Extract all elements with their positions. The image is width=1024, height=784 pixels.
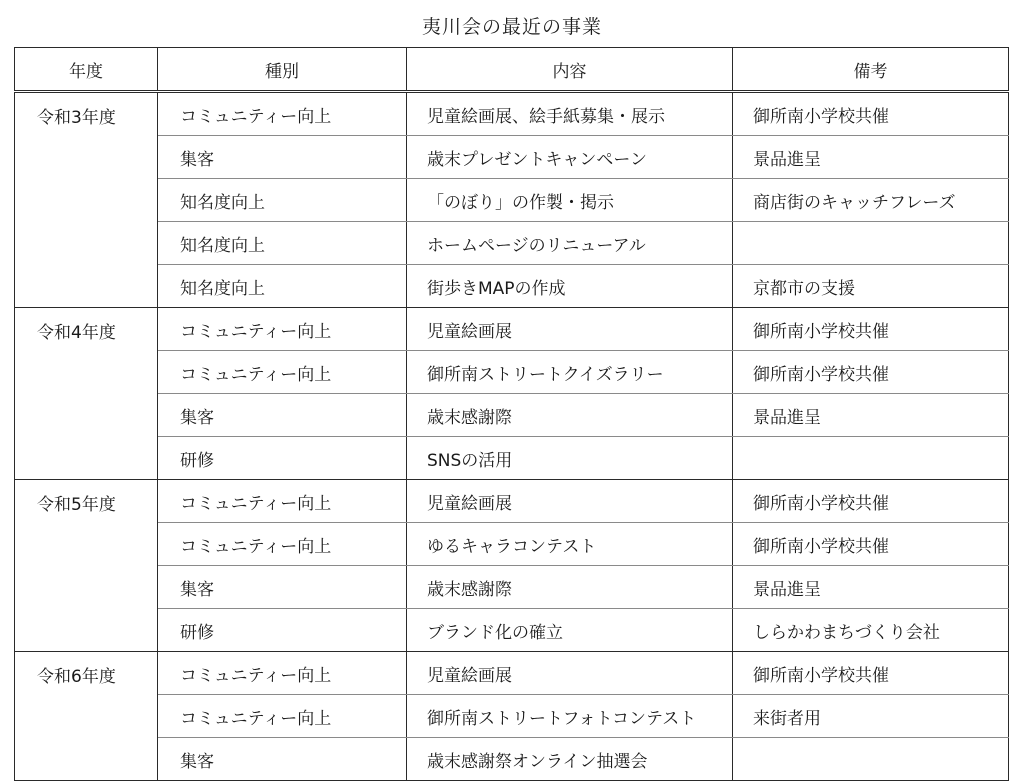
- document-title: 夷川会の最近の事業: [421, 16, 602, 38]
- content-cell: 児童絵画展: [407, 480, 733, 523]
- content-cell: ブランド化の確立: [407, 609, 733, 652]
- note-cell: 商店街のキャッチフレーズ: [733, 179, 1009, 222]
- note-cell: 御所南小学校共催: [733, 480, 1009, 523]
- content-cell: 児童絵画展、絵手紙募集・展示: [407, 92, 733, 136]
- kind-cell: 集客: [158, 566, 407, 609]
- note-cell: 京都市の支援: [733, 265, 1009, 308]
- kind-cell: コミュニティー向上: [158, 92, 407, 136]
- note-cell: しらかわまちづくり会社: [733, 609, 1009, 652]
- kind-cell: 研修: [158, 437, 407, 480]
- content-cell: 「のぼり」の作製・掲示: [407, 179, 733, 222]
- note-cell: 御所南小学校共催: [733, 308, 1009, 351]
- content-cell: 歳末感謝際: [407, 566, 733, 609]
- table-row: [15, 609, 1009, 652]
- kind-cell: 知名度向上: [158, 265, 407, 308]
- table-row: [15, 308, 1009, 351]
- note-cell: 景品進呈: [733, 566, 1009, 609]
- note-cell: 景品進呈: [733, 394, 1009, 437]
- note-cell: 御所南小学校共催: [733, 523, 1009, 566]
- table-row: [15, 222, 1009, 265]
- table-row: [15, 265, 1009, 308]
- content-cell: 歳末感謝際: [407, 394, 733, 437]
- content-cell: ホームページのリニューアル: [407, 222, 733, 265]
- note-cell: 御所南小学校共催: [733, 351, 1009, 394]
- content-cell: 街歩きMAPの作成: [407, 265, 733, 308]
- table-row: [15, 394, 1009, 437]
- content-cell: 歳末プレゼントキャンペーン: [407, 136, 733, 179]
- content-cell: 御所南ストリートクイズラリー: [407, 351, 733, 394]
- note-cell: 御所南小学校共催: [733, 652, 1009, 695]
- kind-cell: 知名度向上: [158, 222, 407, 265]
- table-row: [15, 480, 1009, 523]
- note-cell: 御所南小学校共催: [733, 92, 1009, 136]
- content-cell: SNSの活用: [407, 437, 733, 480]
- year-cell: 令和5年度: [15, 480, 158, 652]
- kind-cell: コミュニティー向上: [158, 308, 407, 351]
- table-row: [15, 652, 1009, 695]
- table-row: [15, 136, 1009, 179]
- note-cell: [733, 222, 1009, 265]
- header-content: 内容: [407, 48, 733, 92]
- note-cell: [733, 437, 1009, 480]
- kind-cell: コミュニティー向上: [158, 652, 407, 695]
- header-note: 備考: [733, 48, 1009, 92]
- note-cell: 景品進呈: [733, 136, 1009, 179]
- table-row: [15, 738, 1009, 781]
- table-row: [15, 92, 1009, 136]
- content-cell: ゆるキャラコンテスト: [407, 523, 733, 566]
- kind-cell: 集客: [158, 394, 407, 437]
- kind-cell: コミュニティー向上: [158, 523, 407, 566]
- kind-cell: 集客: [158, 136, 407, 179]
- kind-cell: 集客: [158, 738, 407, 781]
- table-body: [15, 92, 1009, 781]
- content-cell: 歳末感謝祭オンライン抽選会: [407, 738, 733, 781]
- content-cell: 御所南ストリートフォトコンテスト: [407, 695, 733, 738]
- table-row: [15, 437, 1009, 480]
- year-cell: 令和3年度: [15, 92, 158, 308]
- table-row: [15, 566, 1009, 609]
- kind-cell: コミュニティー向上: [158, 480, 407, 523]
- header-row: [15, 48, 1009, 92]
- table-row: [15, 695, 1009, 738]
- kind-cell: コミュニティー向上: [158, 351, 407, 394]
- table-row: [15, 179, 1009, 222]
- note-cell: [733, 738, 1009, 781]
- table-row: [15, 351, 1009, 394]
- content-cell: 児童絵画展: [407, 652, 733, 695]
- kind-cell: 研修: [158, 609, 407, 652]
- events-table: [14, 47, 1009, 781]
- note-cell: 来街者用: [733, 695, 1009, 738]
- year-cell: 令和6年度: [15, 652, 158, 781]
- table-row: [15, 523, 1009, 566]
- content-cell: 児童絵画展: [407, 308, 733, 351]
- year-cell: 令和4年度: [15, 308, 158, 480]
- kind-cell: 知名度向上: [158, 179, 407, 222]
- kind-cell: コミュニティー向上: [158, 695, 407, 738]
- header-year: 年度: [15, 48, 158, 92]
- header-kind: 種別: [158, 48, 407, 92]
